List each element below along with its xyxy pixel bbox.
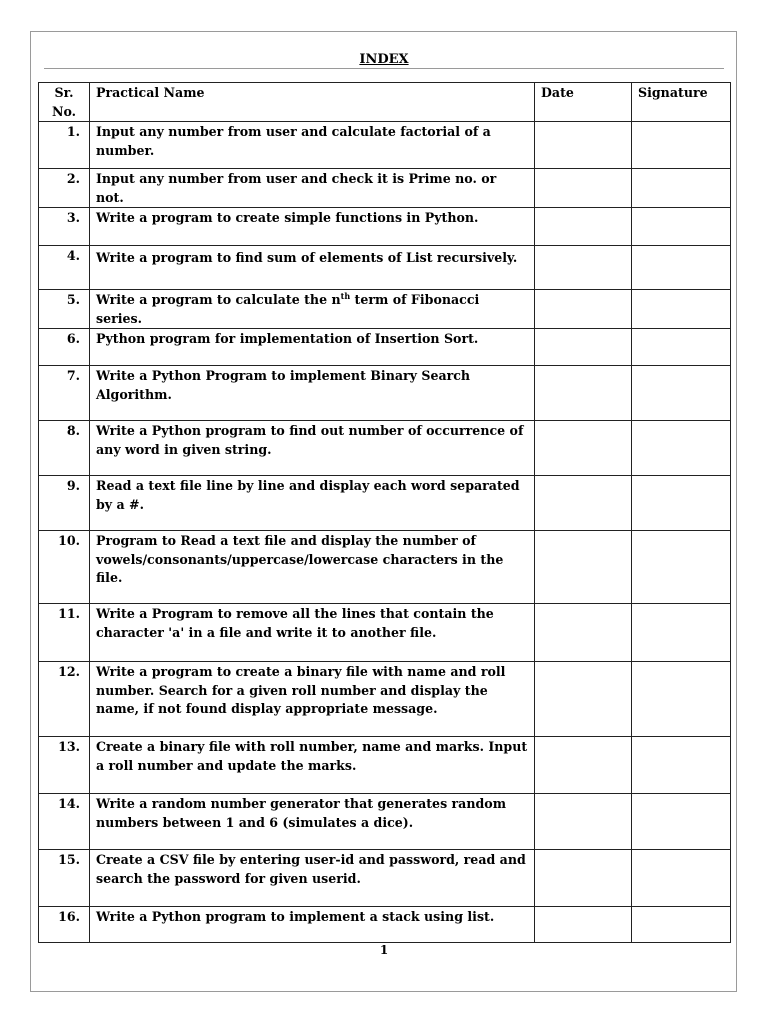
row-practical-name: Input any number from user and calculate factorial of a number.	[90, 122, 535, 169]
table-row	[39, 208, 731, 246]
table-row	[39, 366, 731, 421]
row-signature-cell	[632, 907, 731, 943]
table-row	[39, 246, 731, 290]
index-table	[38, 82, 731, 943]
row-sr: 7.	[39, 366, 90, 421]
row-date-cell	[535, 737, 632, 794]
row-practical-name: Write a random number generator that generates random numbers between 1 and 6 (simulates a dice).	[90, 794, 535, 850]
row-practical-name: Write a program to create a binary file with name and roll number. Search for a given roll number and display the name, if not found display appropriate message.	[90, 662, 535, 737]
row-signature-cell	[632, 366, 731, 421]
row-sr: 14.	[39, 794, 90, 850]
row-sr: 12.	[39, 662, 90, 737]
column-header-sr: Sr. No.	[39, 83, 90, 122]
row-name-superscript: th	[340, 290, 351, 301]
row-practical-name: Write a Program to remove all the lines that contain the character 'a' in a file and write it to another file.	[90, 604, 535, 662]
row-sr: 3.	[39, 208, 90, 246]
row-signature-cell	[632, 662, 731, 737]
row-practical-name: Python program for implementation of Insertion Sort.	[90, 329, 535, 366]
row-practical-name: Read a text file line by line and display each word separated by a #.	[90, 476, 535, 531]
row-signature-cell	[632, 531, 731, 604]
row-signature-cell	[632, 208, 731, 246]
row-date-cell	[535, 476, 632, 531]
row-date-cell	[535, 662, 632, 737]
row-sr: 8.	[39, 421, 90, 476]
row-sr: 16.	[39, 907, 90, 943]
row-practical-name: Create a binary file with roll number, name and marks. Input a roll number and update the marks.	[90, 737, 535, 794]
column-header-name: Practical Name	[90, 83, 535, 122]
column-header-signature: Signature	[632, 83, 731, 122]
row-practical-name: Write a program to find sum of elements of List recursively.	[90, 246, 535, 290]
table-row	[39, 662, 731, 737]
row-practical-name: Write a Python program to implement a stack using list.	[90, 907, 535, 943]
row-date-cell	[535, 604, 632, 662]
row-sr: 5.	[39, 290, 90, 329]
table-row	[39, 794, 731, 850]
row-sr: 9.	[39, 476, 90, 531]
row-signature-cell	[632, 476, 731, 531]
row-date-cell	[535, 246, 632, 290]
table-row	[39, 531, 731, 604]
row-signature-cell	[632, 604, 731, 662]
row-date-cell	[535, 850, 632, 907]
row-practical-name: Write a Python Program to implement Binary Search Algorithm.	[90, 366, 535, 421]
row-name-text: Write a program to calculate the n	[96, 292, 341, 307]
row-signature-cell	[632, 794, 731, 850]
row-practical-name: Input any number from user and check it is Prime no. or not.	[90, 169, 535, 208]
column-header-date: Date	[535, 83, 632, 122]
row-signature-cell	[632, 122, 731, 169]
row-date-cell	[535, 169, 632, 208]
row-signature-cell	[632, 850, 731, 907]
row-practical-name: Program to Read a text file and display the number of vowels/consonants/uppercase/lowercase characters in the file.	[90, 531, 535, 604]
row-practical-name: Create a CSV file by entering user-id and password, read and search the password for given userid.	[90, 850, 535, 907]
row-signature-cell	[632, 169, 731, 208]
row-sr: 6.	[39, 329, 90, 366]
row-sr: 1.	[39, 122, 90, 169]
table-row	[39, 604, 731, 662]
row-signature-cell	[632, 421, 731, 476]
row-sr: 2.	[39, 169, 90, 208]
row-signature-cell	[632, 246, 731, 290]
row-practical-name: Write a program to create simple functions in Python.	[90, 208, 535, 246]
row-date-cell	[535, 329, 632, 366]
row-date-cell	[535, 421, 632, 476]
row-sr: 13.	[39, 737, 90, 794]
page-title: INDEX	[359, 52, 409, 67]
table-row	[39, 290, 731, 329]
table-row	[39, 169, 731, 208]
table-row	[39, 476, 731, 531]
table-row	[39, 329, 731, 366]
row-signature-cell	[632, 329, 731, 366]
page-number: 1	[379, 943, 389, 957]
row-practical-name: Write a Python program to find out number of occurrence of any word in given string.	[90, 421, 535, 476]
table-row	[39, 122, 731, 169]
row-date-cell	[535, 208, 632, 246]
row-date-cell	[535, 366, 632, 421]
row-date-cell	[535, 794, 632, 850]
table-row	[39, 850, 731, 907]
row-date-cell	[535, 531, 632, 604]
row-name-text: term of Fibonacci series.	[96, 292, 480, 326]
row-sr: 11.	[39, 604, 90, 662]
row-sr: 15.	[39, 850, 90, 907]
row-sr: 4.	[39, 246, 90, 290]
row-signature-cell	[632, 290, 731, 329]
title-bar	[44, 48, 724, 69]
row-signature-cell	[632, 737, 731, 794]
row-sr: 10.	[39, 531, 90, 604]
row-date-cell	[535, 907, 632, 943]
table-row	[39, 907, 731, 943]
row-date-cell	[535, 122, 632, 169]
table-row	[39, 737, 731, 794]
row-practical-name	[90, 290, 535, 329]
table-header-row	[39, 83, 731, 122]
row-date-cell	[535, 290, 632, 329]
table-row	[39, 421, 731, 476]
